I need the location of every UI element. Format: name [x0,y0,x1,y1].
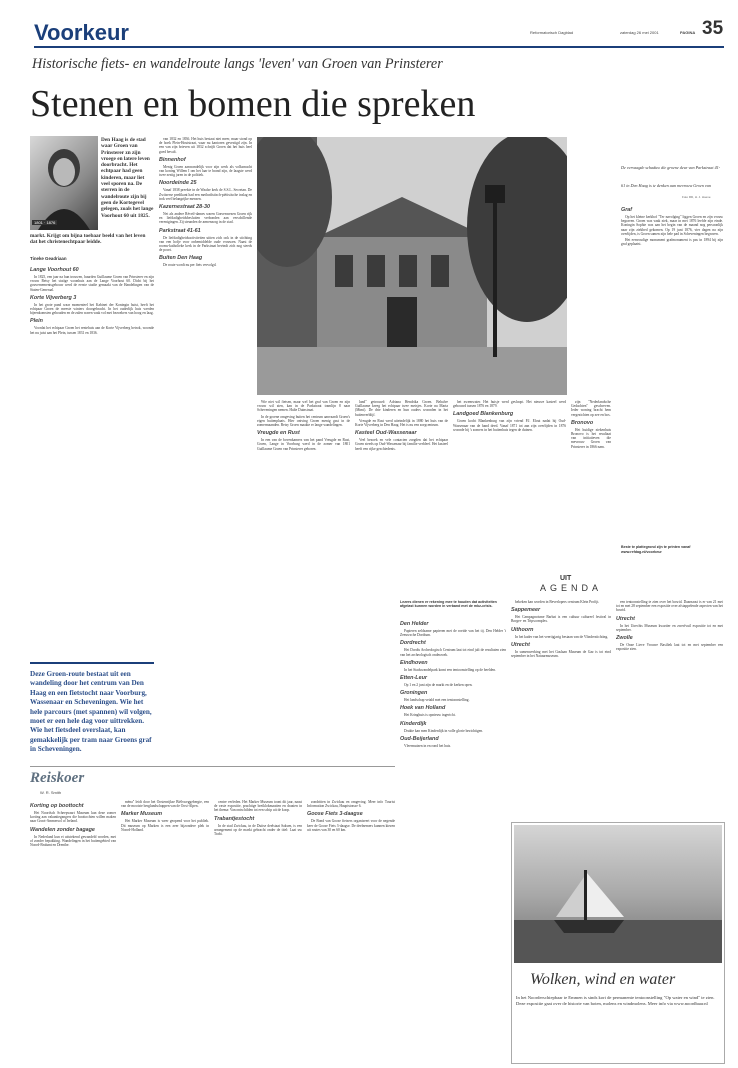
article-column-2 [159,137,252,749]
paragraph: Vreugde en Rust werd uiteindelijk in 1880 het huis van de Korte Vijverberg in Den Haag. Het is nu een zorgcentrum. [355,418,448,428]
paragraph: Voordat het echtpaar Groen het rentehuis aan de Korte Vijverberg betrok, woonde het nu juist aan het Plein, tussen 1831 en 1836. [30,326,154,335]
paragraph: Vanaf 1838 preekte in de Waalse kerk de S.S.L. Secretan. De Zwitserse predikant had een methodistisch-piëtistische inslag en trok veel belangrijke mensen. [159,188,252,201]
paragraph: De Bond van Goose fietsers organiseert voor de negende keer de Goose Fiets 3-daagse. De deelnemers kunnen kiezen uit routes van 30 en 60 km. [307,819,395,832]
subheading: Korte Vijverberg 3 [30,294,77,301]
subheading: Landgoed Blankenburg [453,411,514,418]
subheading: Den Helder [400,621,429,627]
paragraph: Het Dordts Archeologisch Centrum laat tot eind juli de resultaten zien van het archeologisch onderzoek. [400,648,506,657]
subheading: Trabantjestocht [214,815,255,822]
subheading: Wandelen zonder bagage [30,826,95,833]
paragraph: In het kader van het veertigjarig bestaan van de Vlinderstichting. [515,634,609,639]
portrait-caption: 1801 · 1876 [34,220,56,225]
feature-title: Wolken, wind en water [530,971,676,988]
reiskoer-column-1 [30,800,116,1062]
paragraph: De route wordt nu per fiets vervolgd. [163,263,217,268]
page-number: 35 [702,18,724,39]
agenda-title: AGENDA [540,583,603,593]
photo-scene [257,137,567,395]
article-column-7 [621,204,723,540]
paragraph: land" getrouwd: Adriana Hendrika Groen. Behalve Guillaume kreeg het echtpaar twee meisjes. Korte na Maria (Mimi). De drie kinderen en hun ouders woonden in het buitenverblijf. [355,400,448,417]
paragraph: In de stad Zwickau, in de Duitse deelstaat Saksen, is een arrangement op de markt gebracht onder de titel: Laat uw Trabi. [214,823,302,837]
footer-note-text: Beste te plattegrond zijn te printen vanaf [621,545,691,549]
paragraph: Menig Groen aanwandelijk voor zijn werk als volksmacht van koning Willem I om het laar te brand zijn, de laagste werd twee zestig jaren in de politiek. [159,164,252,178]
subheading: Parkstraat 41-61 [159,227,201,234]
subheading: Kazernestraat 28-30 [159,204,210,211]
subheading: Eindhoven [400,659,428,666]
main-photo [257,137,567,395]
subheading: Noordeinde 25 [159,180,197,187]
subheading: Vreugde en Rust [257,430,300,437]
paragraph: Papieren zeldzame papieren met de roeide van het tij. Den Helder 't Zeeuwsche Dordtum. [400,629,506,638]
paragraph: ména" leidt door het Oostenrijkse Biëlsweggebergte, een van de mooiste berglandschappen van de Oost-Alpen. [121,800,209,809]
subheading: Marker Museum [121,811,163,818]
paper-name: Reformatorisch Dagblad [530,30,574,35]
section-divider [30,766,395,767]
article-kicker: Historische fiets- en wandelroute langs 'leven' van Groen van Prinsterer [32,56,443,72]
paragraph: Het huidige ziekenhuis Bronovo is het resultaat van initiatieven die mevrouw Groen van Prinsterer in 1866 nam. [571,427,611,449]
paragraph: In het grote pand waar momenteel het Kabinet der Koningin huist, heeft het echtpaar Groen de meeste winters doorgebracht. In het ouderlijk huis werden bijeenkomsten gehouden en de zalen waren vaak vol met bezoekers van hoog en laag. [30,302,154,316]
paragraph: een tentoonstelling te zien over het bosrid. Daarnaast is er van 21 mei tot en met 28 september een expositie over afstappelende aspecten van het bosrid. [616,600,723,613]
issue-date: zaterdag 26 mei 2001 [620,30,659,35]
paragraph: Groen kocht Blankenburg van zijn vriend P.J. Elout nadat hij Oud-Wassenaar van de hand deed. Vanaf 1871 tot aan zijn overlijden in 1876 woonde hij 's zomers in het buitenhuis tegen de duinen. [453,419,566,432]
subheading: Graf [621,207,633,213]
subheading: Groningen [400,690,428,697]
feature-text: In het Noorderschiepbaar te Emmen is sinds kort de permanente tentoonstelling "Op water en wind" te zien. Deze expositie gaat over de historie van boten, molens en windmolens. Meer info via www.noordbaar.nl [516,995,715,1006]
article-intro-end: markt. Krijgt om bijna toebaar beeld van het leven dat het christenechtpaar leidde. [30,233,146,246]
subheading: Lange Voorhout 60 [30,267,79,273]
paragraph: De Onze Lieve Vrouwe Basiliek laat tot en met september een expositie zien. [616,643,723,652]
paragraph: het zwemwater. Het huisje werd gesloopt. Het nieuwe kasteel werd gebouwd tussen 1876 en 1879. [453,400,566,409]
photo-credit: Foto RD, H. J. Hoeve [682,195,711,199]
article-intro: Den Haag is de stad waar Groen van Prinsterer zn zijn vroege en latere leven doorbracht. Het echtpaar had geen kinderen, maar liet veel sporen na. De sterren in de wandelroute zijn bij geen de Kortegevel gelegen, zoals het lange Voorhout 60 uit 1825. [101,137,154,219]
subheading: Oud-Beijerland [400,735,439,742]
article-column-1 [30,264,154,554]
article-headline: Stenen en bomen die spreken [30,83,476,125]
subheading: Plein [30,318,43,325]
paragraph: Wie niet wil fietsen, maar wel het graf van Groen en zijn vrouw wil zien, kan in de Parkstraat tramlijn 8 naar Scheveningen nemen. Halte Duinstraat. [257,400,350,413]
paragraph: Het Kringhuis is opnieuw ingericht. [404,713,456,718]
agenda-header [400,575,723,597]
subheading: Kasteel Oud-Wassenaar [355,430,417,437]
masthead [0,0,738,55]
agenda-column-3 [616,600,723,810]
paragraph: In 1825, een jaar na hun trouwen, huurden Guillaume Groen van Prinsterer en zijn vrouw Betsy het statige woonhuis aan de Lange Voorhout 60. Dicht bij het gouvernementsgebouw werd de eerste studie gemaakt van de Handelingen van de Staten-Generaal. [30,275,154,292]
feature-box [511,822,725,1064]
article-column-5 [453,400,566,480]
subheading: Kinderdijk [400,720,427,727]
reiskoer-author: W. R. Smith [40,790,62,795]
paragraph: bekeken kan worden in Beverlopers centrum Klein Profijt. [515,600,600,604]
paragraph: Het Campagnoisme Barbat is een cultuur cultureel festival in Borger- en Tripscomplex. [511,615,611,624]
subheading: Utrecht [616,615,635,622]
feature-boat-illustration [514,825,722,963]
byline: Tineke Geadriaan [30,256,67,261]
footer-url[interactable]: www.refdag.nl/voorkeur [621,549,662,554]
subheading: Hoek van Holland [400,705,446,712]
photo-caption [621,156,723,192]
subheading: Sappemeer [511,607,541,614]
paragraph: In de groene omgeving buiten het centrum aanvaardt Groen's eigen buitenplaats. Hier ontving Groen menig gast in de zomermaanden. Betsy Groen maakte er lange wandelingen. [257,414,350,428]
paragraph: In samenwerking met het Gaslaan Museum de Gaz is tot eind september in het Natuurmuseum. [511,649,611,659]
portrait-figure [30,136,98,230]
section-title: Voorkeur [34,20,129,45]
paragraph: Het eenvoudige monument grafmonument is pas in 1894 bij zijn graf geplaatst. [621,238,723,247]
paragraph: In het Stadswandelpark komt een tentoonstelling op de beelden. [404,667,496,672]
page-label: PAGINA [680,30,696,35]
paragraph: Veel bezoek en vele contacten zorgden dat het echtpaar Groen steeds op Oud-Wassenaar bij familie verbleef. Het kasteel heeft een rijke geschiedenis. [355,438,448,451]
reiskoer-logo: Reiskoer [30,770,85,786]
paragraph: In het Utrechts Museum kwartier en zwerfvuil expositie tot en met september. [616,623,723,632]
photo-caption-text: De vervaagde schaduw die groene deur van Parkstraat 41-61 in Den Haag is te denken aan mevrouw Groen van [621,165,721,188]
masthead-bar [34,46,724,48]
subheading: Utrecht [511,641,530,648]
paragraph: centre verleden. Het Marker Museum toont dit jaar, naast de vaste expositie, prachtige breiklokmaatten en draaien in het thema: Van ontschilden tot een schip uit de koop. [214,800,302,813]
paragraph: Het Noordsch Scheepvaart Museum kan deze zomer korting aan vakantiegangers die boottochten willen maken naar Groot-Ammersol of Ireland. [30,811,116,824]
paragraph: Vleermuizen in en rond het huis. [404,743,452,748]
paragraph: zijn "Nederlandsche Gedachten" geschreven. Ieder woning bracht hem vergezichten op zee en bos. [571,400,611,417]
reiskoer-column-2 [121,800,209,1062]
paragraph: van 1832 en 1836. Het huis bestaat niet meer, maar stond op de hoek Plein-Houtstraat, waar nu kantoren gevestigd zijn. In een van zijn brieven uit 1832 schrijft Groen dat het huis heel goed bevalt. [159,137,252,154]
subheading: Dordrecht [400,640,426,647]
paragraph: Het Marker Museum is weer geopend voor het publiek. Dit museum op Marken is een zeer bijzondere plek in Noord-Holland. [121,819,209,832]
subheading: Binnenhof [159,156,186,163]
reiskoer-column-3 [214,800,302,1062]
paragraph: In Nederland kun ei uitstekend gewandeld worden, met of zonder bepakking. Wandelingen in het buitengebied van Noord-Brabant en Drenthe. [30,834,116,848]
agenda-uit: UIT [560,575,572,582]
paragraph: Drukte kan men Kinderdijk in volle glorie bezichtigen. [404,728,484,733]
subheading: Bronovo [571,419,594,426]
reiskoer-column-4 [307,800,395,1062]
subheading: Uithoorn [511,626,534,633]
paragraph: In een van de bovenkamers van het pand Vreugde en Rust, Groen, Lange in Voorburg werd in de zomer van 1801 Guillaume Groen van Prinsterer geboren. [257,438,350,451]
pullquote-text: Deze Groen-route bestaat uit een wandeling door het centrum van Den Haag en een fietstocht naar Voorburg, Wassenaar en Scheveningen. Wie het hele parcours (met spannen) wil volgen, moet er een hele dag voor uittrekken. Wie het fietsdeel overslaat, kan gemakkelijk per tram naar Groens graf in Scheveningen. [30,670,152,754]
paragraph: zondritten in Zwickau en omgeving. Meer info Tourist Information Zwickau, Hauptstrasse 6. [307,800,395,809]
feature-image [514,825,722,963]
paragraph: Net als andere Réveil-dames waren Gravenwezen Groen rijk en liefdadigheidsbesluiten verbonden aan verschillende verenigingen. Zij steunden de armenzorg in de stad. [159,212,252,225]
paragraph: Op 1 en 2 juni zijn de markt en de kerken open. [404,683,473,688]
subheading: Buiten Den Haag [159,255,203,262]
subheading: Korting op boottocht [30,803,84,809]
article-column-6 [571,400,611,480]
pullquote [30,662,154,764]
paragraph: De liefdadigheidsactiviteiten uitten zich ook in de stichting van een hofje voor onbemiddelde oude vrouwen. Naast de rooms-katholieke kerk in de Parkstraat bevindt zich nog steeds de poort. [159,235,252,253]
agenda-lead: Lezers dienen er rekening mee te houden dat activiteiten afgelast kunnen worden in verband met de mkz-crisis. [400,600,497,609]
agenda-column-2 [511,600,611,810]
paragraph: Op het kleine kerkhof "Ter navolging" liggen Groen en zijn vrouw begraven. Groen was vaak ziek, maar in mei 1876 leefde zijn einde. Koningin Sophie was aan het begin van de maand nog persoonlijk naar zijn ziekbed gekomen. Op 19 juni 1876, vier dagen na zijn overlijden, is Groen samen zijn hele pad in Scheveningen begraven. [621,215,723,236]
subheading: Goose Fiets 3-daagse [307,811,363,818]
agenda-column-1 [400,618,506,1062]
article-column-3 [257,400,350,749]
paragraph: Het landschap veiald met een tentoonstelling. [404,698,470,703]
subheading: Zwolle [616,635,633,642]
footer-note [621,545,723,554]
subheading: Etten-Leur [400,675,427,682]
portrait-photo [30,136,98,230]
